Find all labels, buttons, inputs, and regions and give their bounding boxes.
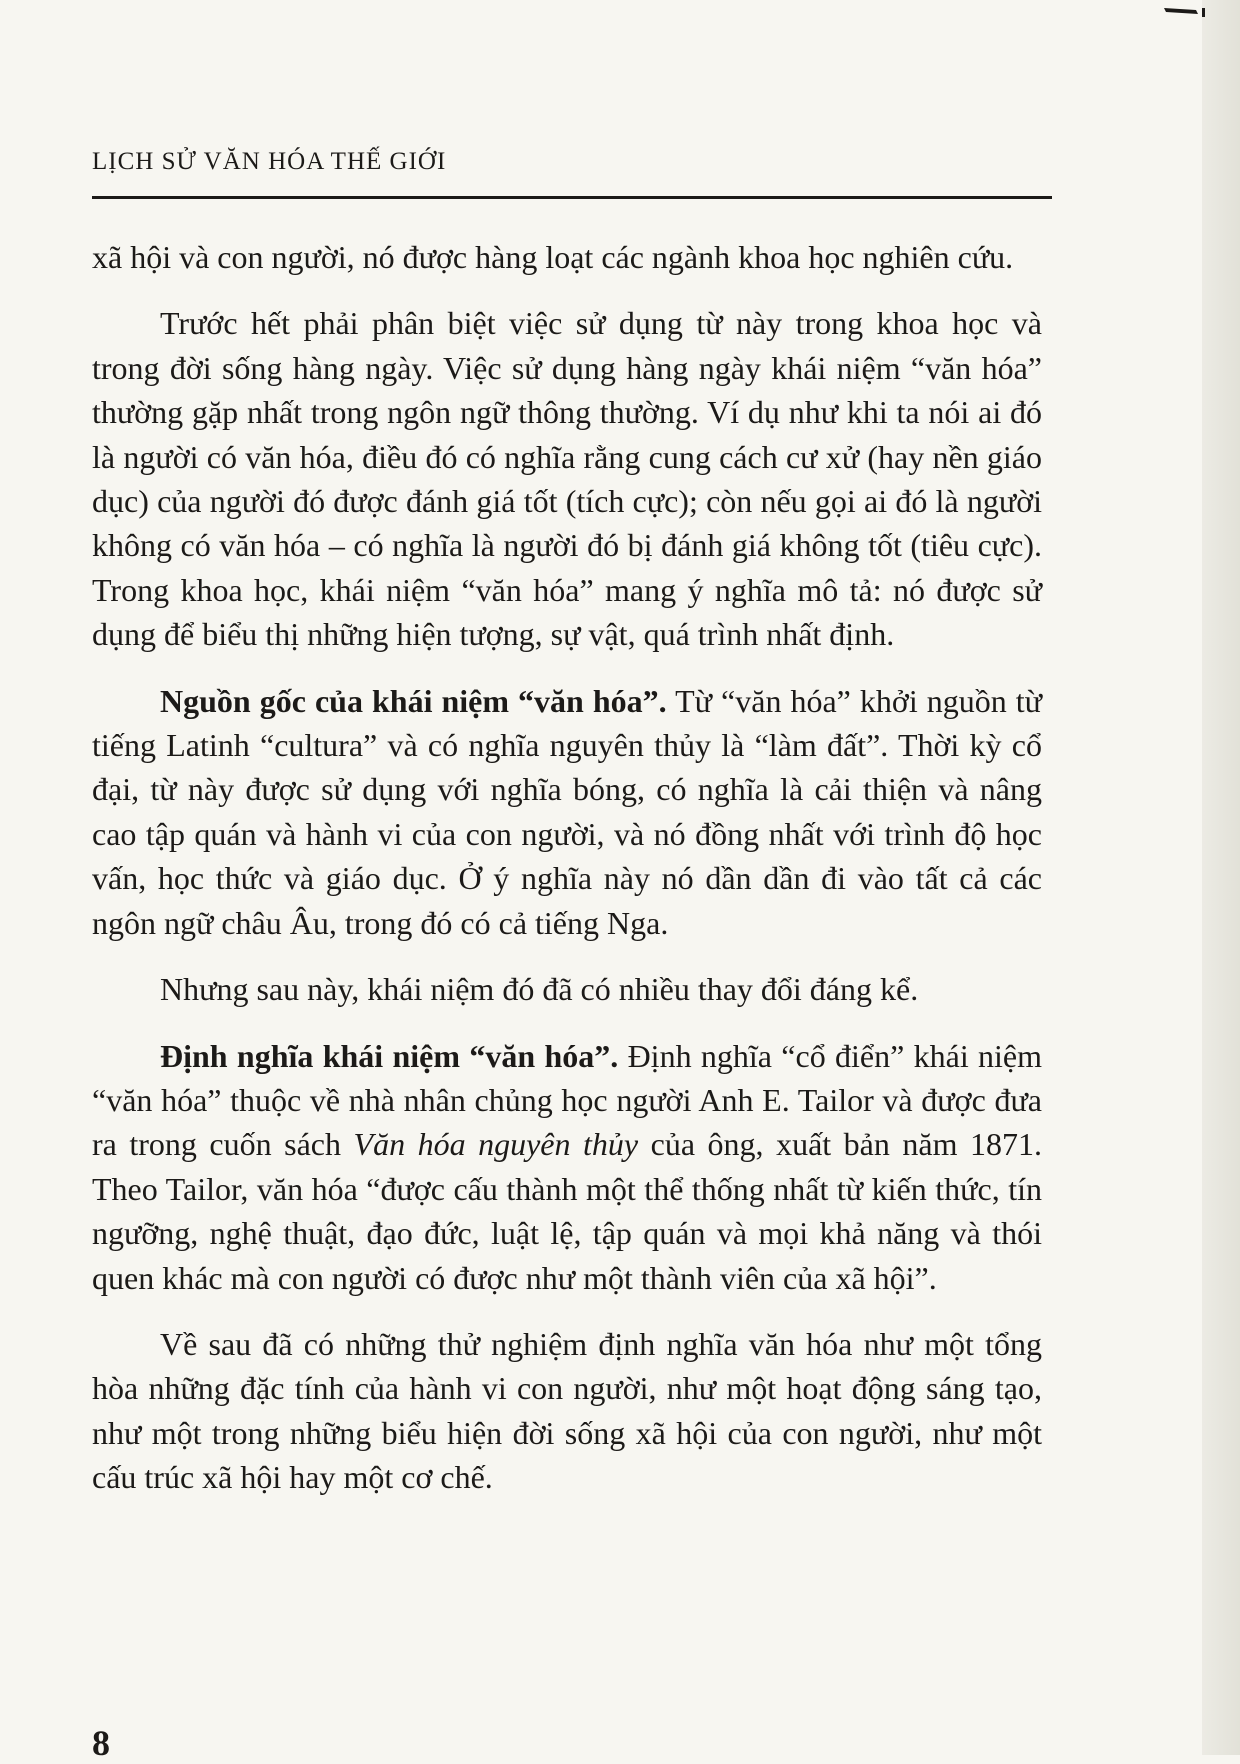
header-divider [92, 196, 1052, 199]
running-header: LỊCH SỬ VĂN HÓA THẾ GIỚI [92, 148, 447, 175]
page-corner-mark [1162, 2, 1210, 20]
paragraph-1: xã hội và con người, nó được hàng loạt các ngành khoa học nghiên cứu. [92, 239, 1014, 275]
page-number: 8 [92, 1723, 110, 1763]
main-text [92, 235, 1042, 1500]
paragraph-4: Nhưng sau này, khái niệm đó đã có nhiều thay đổi đáng kể. [160, 971, 919, 1008]
section-heading-definition: Định nghĩa khái niệm “văn hóa”. [160, 1037, 619, 1074]
paragraph-5-text-a: Định nghĩa “cổ điển” khái niệm “văn hóa” thuộc về nhà nhân chủng học người Anh E. Tailor và được đưa ra trong cuốn sách [92, 1037, 1043, 1163]
paragraph-3 [92, 679, 1042, 945]
paragraph-3-text: Từ “văn hóa” khởi nguồn từ tiếng Latinh “cultura” và có nghĩa nguyên thủy là “làm đất”. Thời kỳ cổ đại, từ này được sử dụng với nghĩa bóng, có nghĩa là cải thiện và nâng cao tập quán và hành vi của con người, và nó đồng nhất với trình độ học vấn, học thức và giáo dục. Ở ý nghĩa này nó dần dần đi vào tất cả các ngôn ngữ châu Âu, trong đó có cả tiếng Nga. [92, 682, 1043, 941]
page-edge-shadow [1202, 0, 1240, 1755]
paragraph-6: Về sau đã có những thử nghiệm định nghĩa văn hóa như một tổng hòa những đặc tính của hành vi con người, như một hoạt động sáng tạo, như một trong những biểu hiện đời sống xã hội của con người, như một cấu trúc xã hội hay một cơ chế. [92, 1325, 1042, 1496]
paragraph-2: Trước hết phải phân biệt việc sử dụng từ này trong khoa học và trong đời sống hàng ngày. Việc sử dụng hàng ngày khái niệm “văn hóa” thường gặp nhất trong ngôn ngữ thông thường. Ví dụ như khi ta nói ai đó là người có văn hóa, điều đó có nghĩa rằng cung cách cư xử (hay nền giáo dục) của người đó được đánh giá tốt (tích cực); còn nếu gọi ai đó là người không có văn hóa – có nghĩa là người đó bị đánh giá không tốt (tiêu cực). Trong khoa học, khái niệm “văn hóa” mang ý nghĩa mô tả: nó được sử dụng để biểu thị những hiện tượng, sự vật, quá trình nhất định. [92, 305, 1042, 653]
section-heading-origin: Nguồn gốc của khái niệm “văn hóa”. [160, 682, 667, 719]
paragraph-5 [92, 1034, 1042, 1300]
book-title: Văn hóa nguyên thủy [353, 1126, 639, 1163]
paragraph-5-text-b: của ông, xuất bản năm 1871. Theo Tailor, văn hóa “được cấu thành một thể thống nhất từ kiến thức, tín ngưỡng, nghệ thuật, đạo đức, luật lệ, tập quán và mọi khả năng và thói quen khác mà con người có được như một thành viên của xã hội”. [92, 1126, 1043, 1296]
